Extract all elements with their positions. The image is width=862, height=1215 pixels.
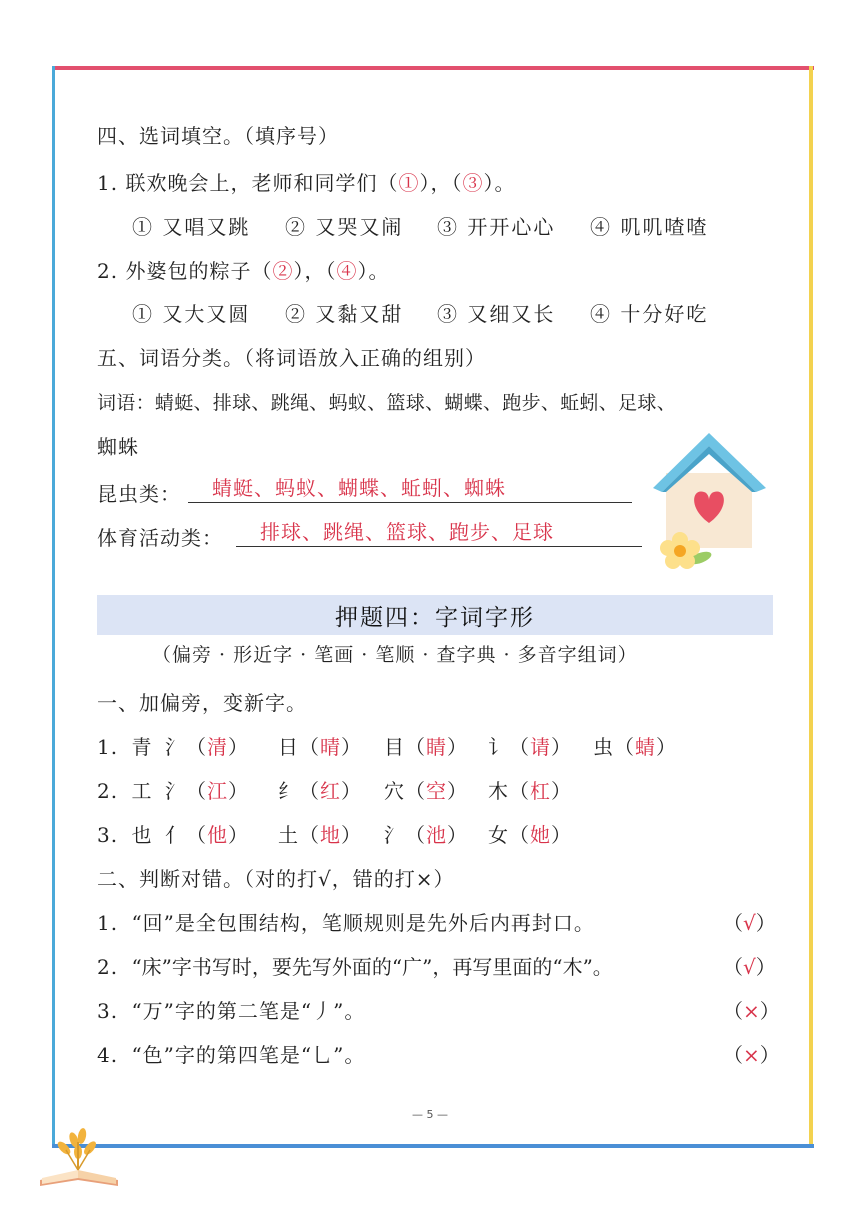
- judge-item: 4. “色”字的第四笔是“乚”。: [97, 1043, 366, 1067]
- page-number: — 5 —: [412, 1108, 448, 1121]
- section4-heading: 四、选词填空。（填序号）: [97, 124, 339, 148]
- radical-item: 女（她）: [488, 823, 572, 847]
- page-frame-bottom: [52, 1144, 814, 1148]
- radical-item: 氵（池）: [384, 823, 468, 847]
- option: ④ 叽叽喳喳: [590, 215, 709, 239]
- option: ① 又唱又跳: [132, 215, 251, 239]
- radical-item: 目（睛）: [384, 735, 468, 759]
- wheat-book-icon: [34, 1122, 124, 1192]
- radical-item: 日（晴）: [278, 735, 362, 759]
- page-frame-left: [52, 66, 55, 1148]
- judge-mark: （√）: [723, 955, 776, 979]
- word-list-cont: 蜘蛛: [97, 435, 139, 459]
- sports-answer-blank: 排球、跳绳、篮球、跑步、足球: [236, 520, 642, 547]
- radical-item: 讠（请）: [488, 735, 572, 759]
- answer: ④: [336, 259, 358, 283]
- radical-item: 纟（红）: [278, 779, 362, 803]
- radical-item: 虫（蜻）: [593, 735, 677, 759]
- insects-answer-blank: 蜻蜓、蚂蚁、蝴蝶、蚯蚓、蜘蛛: [188, 476, 632, 503]
- radical-item: 木（杠）: [488, 779, 572, 803]
- radical-item: 穴（空）: [384, 779, 468, 803]
- radical-item: 土（地）: [278, 823, 362, 847]
- part1-heading: 一、加偏旁，变新字。: [97, 691, 307, 715]
- judge-item: 2. “床”字书写时，要先写外面的“广”，再写里面的“木”。: [97, 955, 613, 979]
- option: ③ 又细又长: [437, 302, 556, 326]
- answer: ②: [272, 259, 294, 283]
- option: ② 又黏又甜: [285, 302, 404, 326]
- radical-row: 2. 工: [97, 779, 153, 803]
- insects-label: 昆虫类：: [97, 482, 181, 506]
- part2-heading: 二、判断对错。（对的打√，错的打×）: [97, 867, 455, 891]
- page-frame-right: [809, 66, 813, 1148]
- option: ③ 开开心心: [437, 215, 556, 239]
- word-list: 词语：蜻蜓、排球、跳绳、蚂蚁、篮球、蝴蝶、跑步、蚯蚓、足球、: [97, 392, 677, 414]
- judge-mark: （√）: [723, 911, 776, 935]
- judge-item: 1. “回”是全包围结构，笔顺规则是先外后内再封口。: [97, 911, 595, 935]
- radical-row: 1. 青: [97, 735, 153, 759]
- radical-item: 氵（江）: [165, 779, 249, 803]
- flower-icon: [655, 528, 715, 578]
- option: ④ 十分好吃: [590, 302, 709, 326]
- option: ② 又哭又闹: [285, 215, 404, 239]
- section-banner: [97, 595, 773, 635]
- sports-label: 体育活动类：: [97, 526, 223, 550]
- radical-item: 氵（清）: [165, 735, 249, 759]
- answer: ①: [398, 171, 420, 195]
- answer: ③: [462, 171, 484, 195]
- judge-item: 3. “万”字的第二笔是“丿”。: [97, 999, 366, 1023]
- section4-q1: 1. 联欢晚会上，老师和同学们（①），（③）。: [97, 171, 516, 195]
- section5-heading: 五、词语分类。（将词语放入正确的组别）: [97, 346, 486, 370]
- banner-subtitle: （偏旁 · 形近字 · 笔画 · 笔顺 · 查字典 · 多音字组词）: [152, 644, 638, 666]
- judge-mark: （×）: [723, 999, 780, 1023]
- option: ① 又大又圆: [132, 302, 251, 326]
- judge-mark: （×）: [723, 1043, 780, 1067]
- radical-item: 亻（他）: [165, 823, 249, 847]
- page-frame-top: [52, 66, 814, 70]
- section4-q2: 2. 外婆包的粽子（②），（④）。: [97, 259, 390, 283]
- radical-row: 3. 也: [97, 823, 153, 847]
- banner-title: 押题四：字词字形: [335, 605, 535, 631]
